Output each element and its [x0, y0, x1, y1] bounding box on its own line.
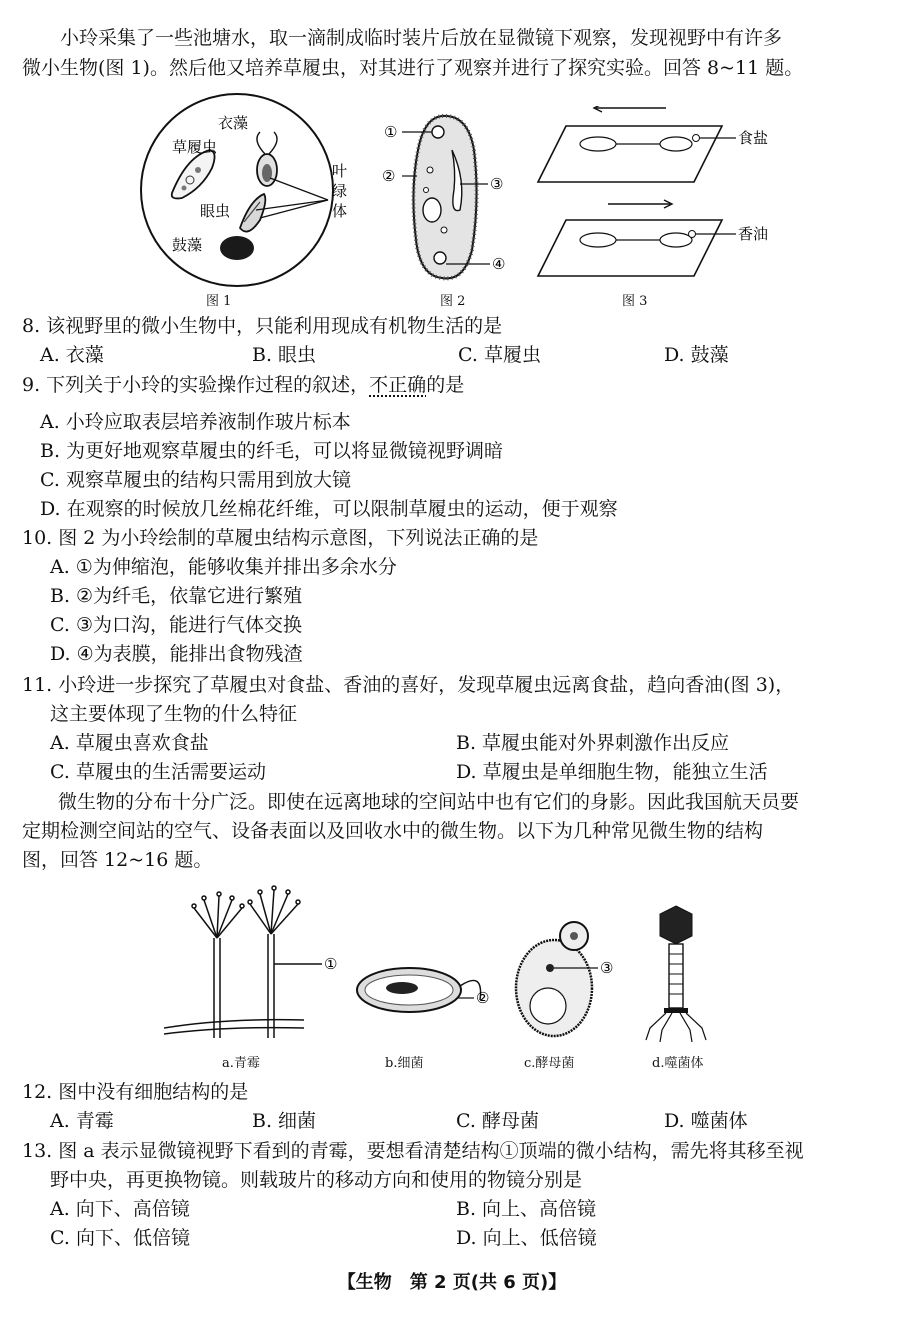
contractile-vacuole-top	[432, 126, 444, 138]
q11-stem-line2: 这主要体现了生物的什么特征	[50, 703, 298, 725]
figure-2-caption: 图 2	[440, 294, 466, 309]
q11-stem-line1: 11. 小玲进一步探究了草履虫对食盐、香油的喜好，发现草履虫远离食盐，趋向香油(图 3)，	[22, 674, 795, 696]
label-paramecium: 草履虫	[172, 138, 218, 156]
label-2: ②	[382, 167, 396, 185]
label-euglena: 眼虫	[200, 202, 231, 220]
label-structure-3: ③	[600, 959, 614, 977]
contractile-vacuole-bottom	[434, 252, 446, 264]
q9-stem-post: 的是	[426, 374, 465, 396]
label-structure-1: ①	[324, 955, 338, 973]
caption-bacterium: b.细菌	[385, 1056, 424, 1071]
caption-penicillium: a.青霉	[222, 1056, 260, 1071]
q9-option-b: B. 为更好地观察草履虫的纤毛，可以将显微镜视野调暗	[40, 440, 504, 462]
q10-option-b: B. ②为纤毛，依靠它进行繁殖	[50, 585, 303, 607]
figure-microbes	[164, 878, 734, 1048]
q8-option-a: A. 衣藻	[40, 344, 104, 366]
q11-option-b: B. 草履虫能对外界刺激作出反应	[456, 732, 730, 754]
macronucleus	[423, 198, 441, 222]
q10-option-d: D. ④为表膜，能排出食物残渣	[50, 643, 303, 665]
q9-option-d: D. 在观察的时候放几丝棉花纤维，可以限制草履虫的运动，便于观察	[40, 498, 618, 520]
figure-2	[380, 110, 520, 285]
page-footer: 【生物 第 2 页(共 6 页)】	[337, 1272, 567, 1293]
figure-1	[132, 88, 372, 288]
label-structure-2: ②	[476, 989, 490, 1007]
figure-3	[536, 106, 796, 278]
intro2-line2: 定期检测空间站的空气、设备表面以及回收水中的微生物。以下为几种常见微生物的结构	[22, 820, 764, 842]
bacteriophage-drawing	[646, 906, 706, 1042]
intro1-line1: 小玲采集了一些池塘水，取一滴制成临时装片后放在显微镜下观察，发现视野中有许多	[60, 27, 783, 49]
q12-stem: 12. 图中没有细胞结构的是	[22, 1081, 249, 1103]
caption-yeast: c.酵母菌	[524, 1056, 575, 1071]
q13-option-c: C. 向下、低倍镜	[50, 1227, 190, 1249]
q9-option-c: C. 观察草履虫的结构只需用到放大镜	[40, 469, 351, 491]
q8-option-c: C. 草履虫	[458, 344, 541, 366]
label-oil: 香油	[738, 225, 769, 243]
slide-bottom	[538, 220, 722, 276]
label-volvox: 鼓藻	[172, 236, 203, 254]
q9-option-a: A. 小玲应取表层培养液制作玻片标本	[40, 411, 351, 433]
euglena-drawing	[240, 194, 265, 232]
yeast-drawing	[516, 922, 598, 1036]
q10-option-c: C. ③为口沟，能进行气体交换	[50, 614, 302, 636]
q8-stem: 8. 该视野里的微小生物中，只能利用现成有机物生活的是	[22, 315, 503, 337]
label-4: ④	[492, 255, 506, 273]
q11-option-a: A. 草履虫喜欢食盐	[50, 732, 209, 754]
q9-stem	[22, 371, 882, 400]
intro2-line3: 图，回答 12~16 题。	[22, 849, 213, 871]
label-chlamydomonas: 衣藻	[218, 114, 249, 132]
q11-option-d: D. 草履虫是单细胞生物，能独立生活	[456, 761, 768, 783]
caption-bacteriophage: d.噬菌体	[652, 1056, 704, 1071]
intro2-line1: 微生物的分布十分广泛。即使在远离地球的空间站中也有它们的身影。因此我国航天员要	[58, 791, 800, 813]
q8-option-b: B. 眼虫	[252, 344, 317, 366]
paramecium-drawing	[172, 150, 215, 198]
penicillium-drawing	[164, 886, 322, 1038]
q13-option-a: A. 向下、高倍镜	[50, 1198, 190, 1220]
chlamydomonas-drawing	[257, 132, 277, 186]
q8-option-d: D. 鼓藻	[664, 344, 729, 366]
q10-option-a: A. ①为伸缩泡，能够收集并排出多余水分	[50, 556, 397, 578]
q9-stem-emphasis: 不正确	[369, 374, 427, 396]
q13-stem-line2: 野中央，再更换物镜。则载玻片的移动方向和使用的物镜分别是	[50, 1169, 583, 1191]
label-chloroplast-1: 叶	[332, 162, 348, 180]
bacterium-drawing	[357, 968, 481, 1012]
figure-3-caption: 图 3	[622, 294, 648, 309]
q11-option-c: C. 草履虫的生活需要运动	[50, 761, 266, 783]
label-salt: 食盐	[738, 129, 769, 147]
q10-stem: 10. 图 2 为小玲绘制的草履虫结构示意图，下列说法正确的是	[22, 527, 539, 549]
q12-option-b: B. 细菌	[252, 1110, 317, 1132]
label-chloroplast-2: 绿	[332, 182, 348, 200]
q13-option-d: D. 向上、低倍镜	[456, 1227, 597, 1249]
q13-stem-line1: 13. 图 a 表示显微镜视野下看到的青霉，要想看清楚结构①顶端的微小结构，需先将其移至视	[22, 1140, 804, 1162]
q12-option-c: C. 酵母菌	[456, 1110, 539, 1132]
label-chloroplast-3: 体	[332, 202, 348, 220]
q13-option-b: B. 向上、高倍镜	[456, 1198, 597, 1220]
q12-option-d: D. 噬菌体	[664, 1110, 748, 1132]
volvox-drawing	[220, 236, 254, 260]
q9-stem-pre: 9. 下列关于小玲的实验操作过程的叙述，	[22, 374, 370, 396]
intro1-line2: 微小生物(图 1)。然后他又培养草履虫，对其进行了观察并进行了探究实验。回答 8~11 题。	[22, 57, 804, 79]
label-3: ③	[490, 175, 504, 193]
q12-option-a: A. 青霉	[50, 1110, 114, 1132]
label-1: ①	[384, 123, 398, 141]
figure-1-caption: 图 1	[206, 294, 232, 309]
